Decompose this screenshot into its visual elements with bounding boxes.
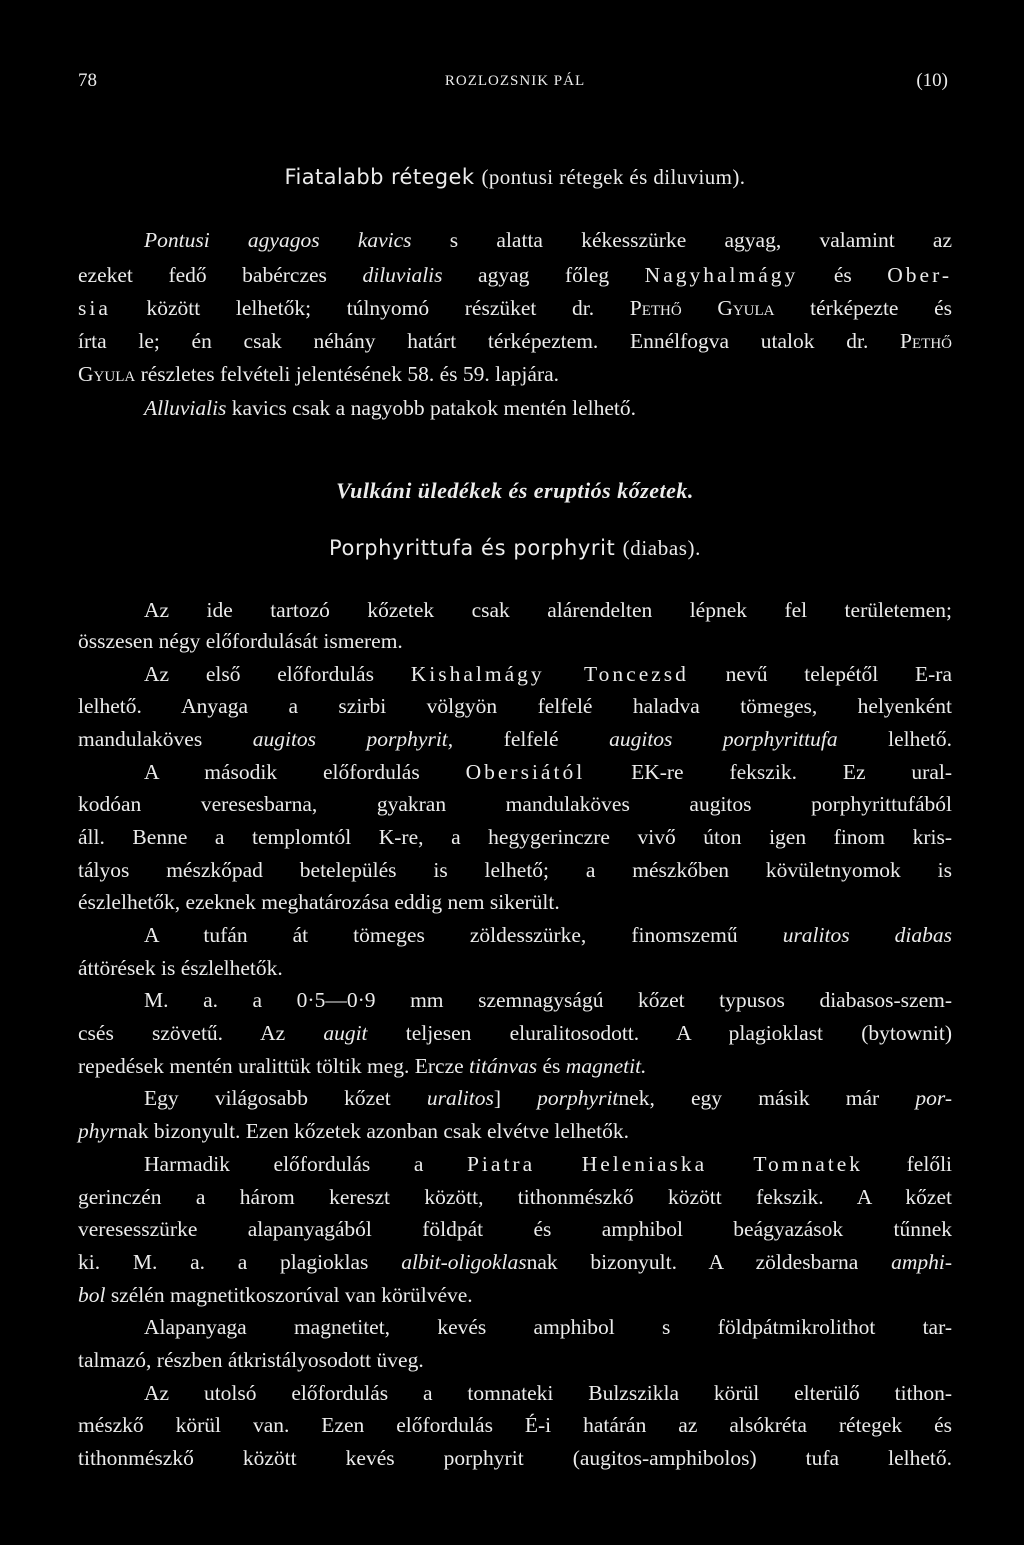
text-line: talmazó, részben átkristályosodott üveg. — [78, 1348, 424, 1372]
text-line: veresesszürke alapanyagából földpát és amphibol beágyazások tűnnek — [78, 1217, 952, 1241]
text-line: repedések mentén uralittük töltik meg. Ercze titánvas és magnetit. — [78, 1054, 647, 1078]
text-line: M. a. a 0·5—0·9 mm szemnagyságú kőzet typusos diabasos-szem- — [144, 988, 952, 1012]
text-line: csés szövetű. Az augit teljesen eluralitosodott. A plagioklast (bytownit) — [78, 1021, 952, 1045]
text-line: áttörések is észlelhetők. — [78, 956, 283, 980]
text-line: mészkő körül van. Ezen előfordulás É-i határán az alsókréta rétegek és — [78, 1413, 952, 1437]
text-line: tályos mészkőpad betelepülés is lelhető; a mészkőben kövületnyomok is — [78, 858, 952, 882]
text-line: Pontusi agyagos kavics s alatta kékesszürke agyag, valamint az — [144, 228, 952, 252]
text-line: Az ide tartozó kőzetek csak alárendelten lépnek fel területemen; — [144, 598, 952, 622]
text-line: Az utolsó előfordulás a tomnateki Bulzszikla körül elterülő tithon- — [144, 1381, 952, 1405]
section-heading-fiatalabb: Fiatalabb rétegek (pontusi rétegek és diluvium). — [284, 165, 746, 189]
text-line: lelhető. Anyaga a szirbi völgyön felfelé haladva tömeges, helyenként — [78, 694, 952, 718]
running-title: ROZLOZSNIK PÁL — [444, 73, 586, 89]
section-heading-vulkani: Vulkáni üledékek és eruptiós kőzetek. — [336, 478, 694, 503]
text-line: ezeket fedő babérczes diluvialis agyag főleg Nagyhalmágy és Ober- — [78, 263, 952, 287]
subsection-heading-porphyrittufa: Porphyrittufa és porphyrit (diabas). — [329, 536, 701, 560]
text-line: Egy világosabb kőzet uralitos] porphyritnek, egy másik már por- — [144, 1086, 953, 1110]
text-line: bol szélén magnetitkoszorúval van körülvéve. — [78, 1283, 473, 1307]
text-line: Alluvialis kavics csak a nagyobb patakok mentén lelhető. — [144, 396, 636, 420]
text-line: összesen négy előfordulását ismerem. — [78, 629, 403, 653]
text-line: mandulaköves augitos porphyrit, felfelé augitos porphyrittufa lelhető. — [78, 727, 952, 751]
text-line: kodóan veresesbarna, gyakran mandulaköves augitos porphyrittufából — [78, 792, 952, 816]
text-line: Az első előfordulás Kishalmágy Toncezsd nevű telepétől E-ra — [144, 662, 953, 686]
text-line: írta le; én csak néhány határt térképeztem. Ennélfogva utalok dr. Pethő — [78, 329, 952, 353]
text-line: A második előfordulás Obersiától EK-re fekszik. Ez ural- — [144, 760, 952, 784]
text-line: Gyula részletes felvételi jelentésének 58. és 59. lapjára. — [78, 362, 560, 386]
page-ref: (10) — [916, 70, 948, 91]
text-line: gerinczén a három kereszt között, tithonmészkő között fekszik. A kőzet — [78, 1185, 952, 1209]
text-line: Harmadik előfordulás a Piatra Heleniaska Tomnatek felőli — [144, 1152, 953, 1176]
text-line: sia között lelhetők; túlnyomó részüket dr. Pethő Gyula térképezte és — [78, 296, 952, 320]
text-line: Alapanyaga magnetitet, kevés amphibol s földpátmikrolithot tar- — [144, 1315, 952, 1339]
page-number: 78 — [78, 70, 97, 91]
text-line: tithonmészkő között kevés porphyrit (augitos-amphibolos) tufa lelhető. — [78, 1446, 952, 1470]
text-line: észlelhetők, ezeknek meghatározása eddig nem sikerült. — [78, 890, 560, 914]
text-line: phyrnak bizonyult. Ezen kőzetek azonban csak elvétve lelhetők. — [78, 1119, 630, 1143]
text-line: A tufán át tömeges zöldesszürke, finomszemű uralitos diabas — [144, 923, 952, 947]
page-header — [78, 70, 952, 100]
text-line: áll. Benne a templomtól K-re, a hegygerinczre vivő úton igen finom kris- — [78, 825, 952, 849]
text-line: ki. M. a. a plagioklas albit-oligoklasnak bizonyult. A zöldesbarna amphi- — [78, 1250, 952, 1274]
